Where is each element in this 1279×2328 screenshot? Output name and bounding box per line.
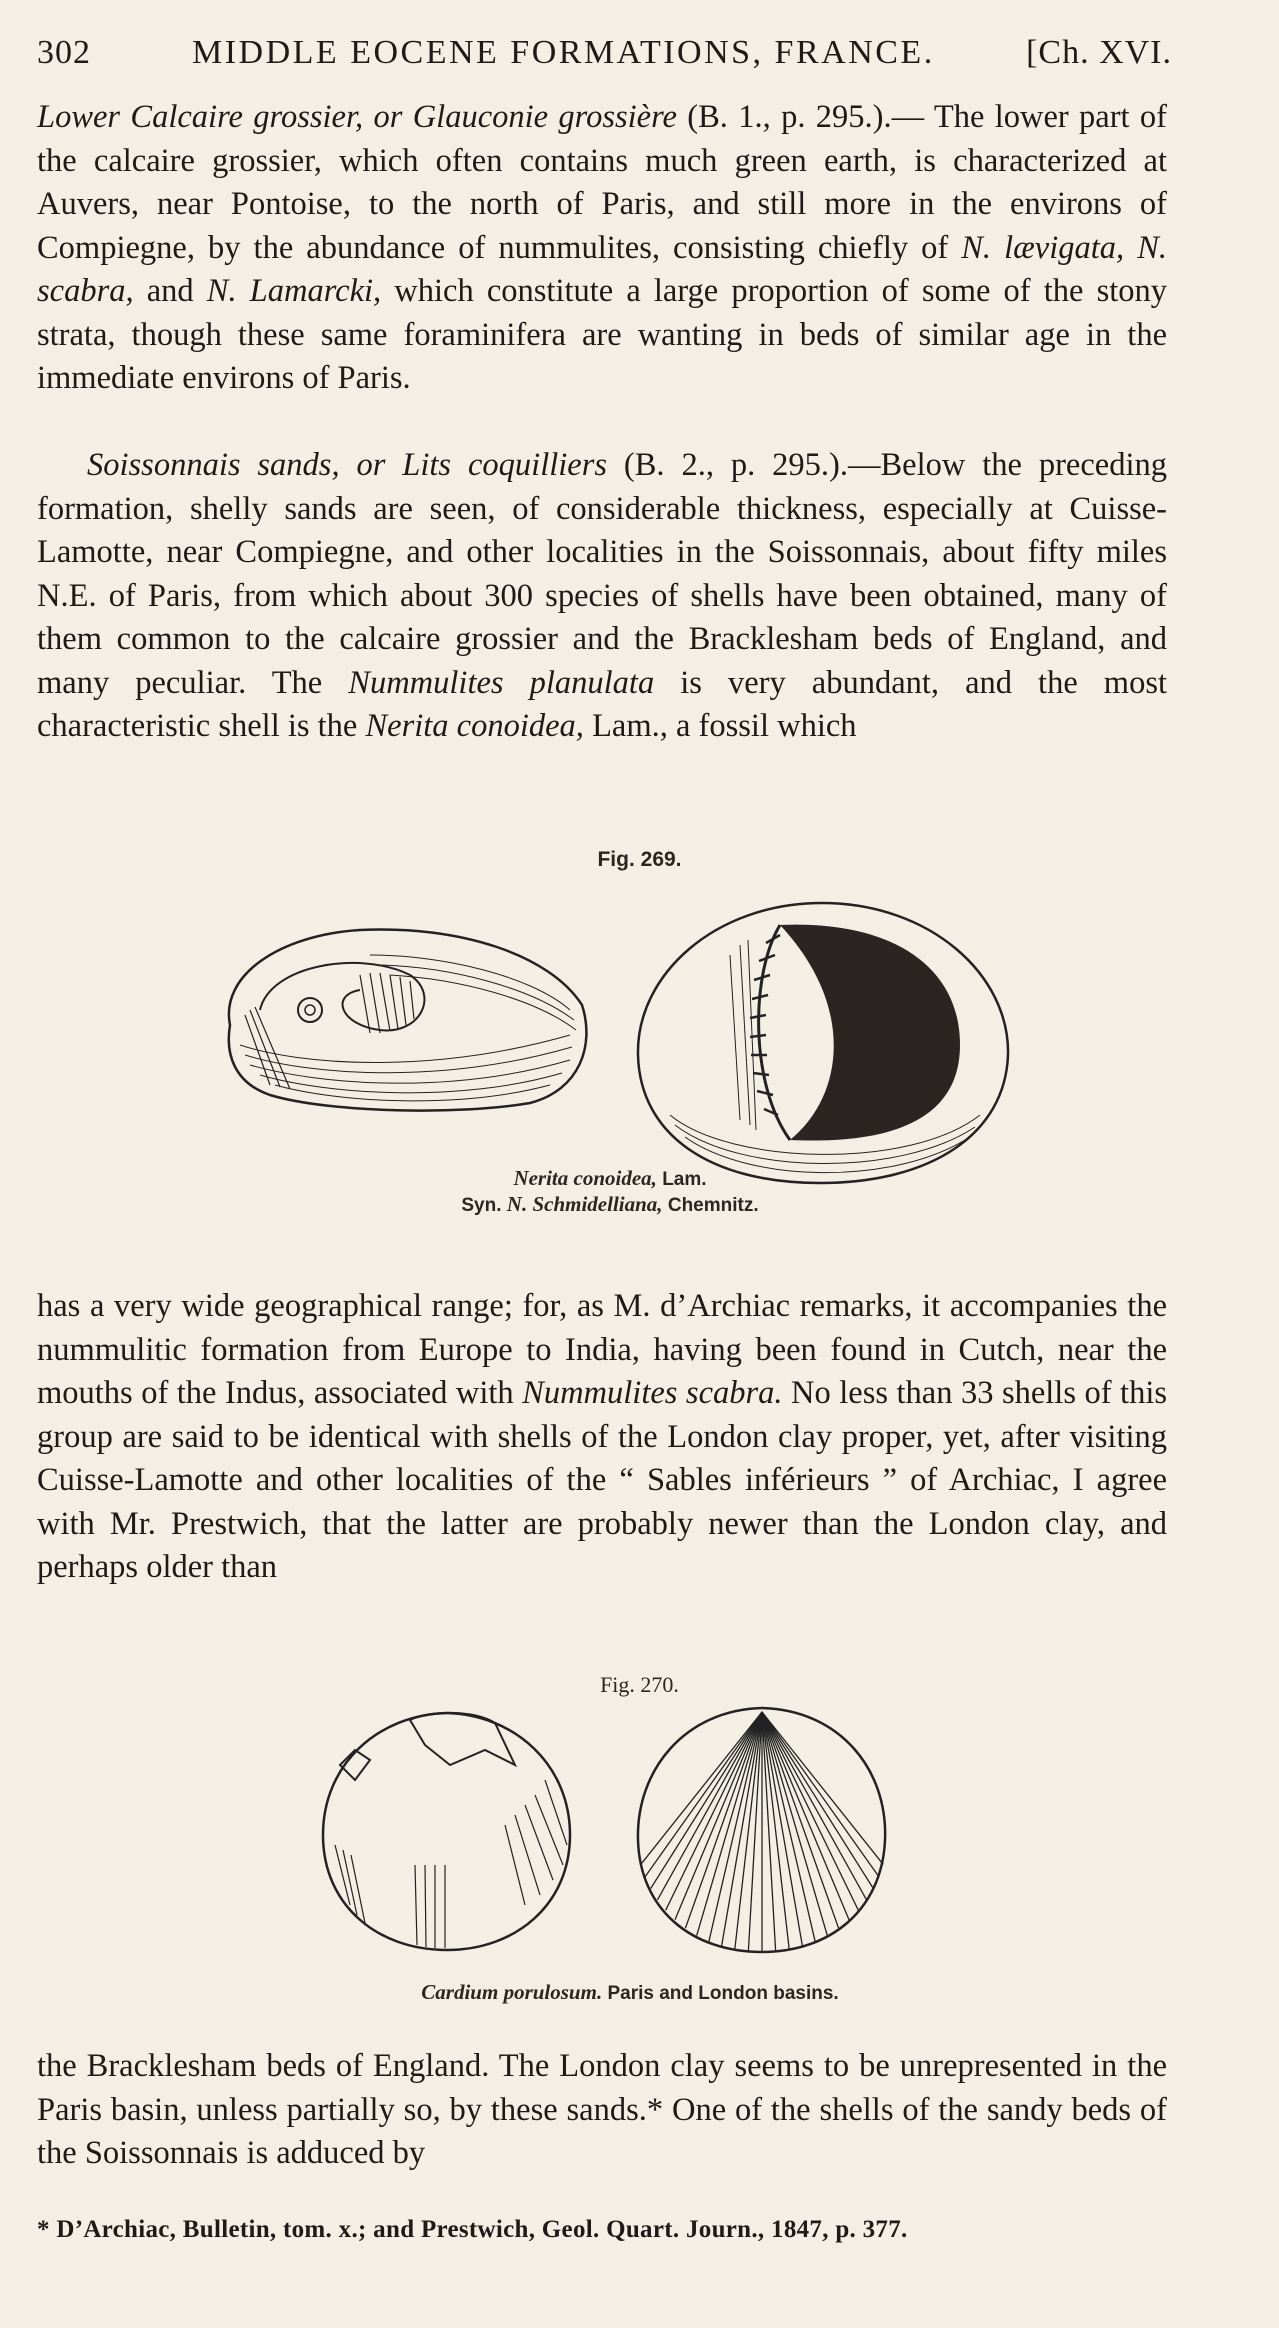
caption-synonym: N. Schmidelliana, (506, 1192, 663, 1216)
running-title: MIDDLE EOCENE FORMATIONS, FRANCE. (192, 34, 935, 71)
species-name: Nummulites planulata (348, 664, 655, 701)
body-text: is very abundant, and the most characteristic shell is the (37, 664, 1167, 744)
section-heading: Soissonnais sands, or Lits coquilliers (87, 447, 608, 483)
paragraph-bracklesham (37, 2045, 1167, 2176)
shell-rib (762, 1712, 839, 1928)
figure-269-label: Fig. 269. (597, 848, 682, 871)
body-text: —Below the preceding formation, shelly sands are seen, of considerable thickness, especially at Cuisse-Lamotte, near Compiegne, and other localities in the Soissonnais, about fifty miles N.E. of Paris, from which about 300 species of shells have been obtained, many of them common to the calcaire grossier and the Bracklesham beds of England, and many peculiar. The (37, 447, 1167, 701)
cardium-interior-illustration (315, 1705, 580, 1955)
paragraph-geographical-range (37, 1285, 1167, 1590)
caption-author: Lam. (656, 1169, 707, 1190)
shell-rib (666, 1712, 762, 1910)
figure-270-label: Fig. 270. (600, 1672, 679, 1697)
paragraph-soissonnais-sands (37, 444, 1167, 749)
body-text: the Bracklesham beds of England. The London clay seems to be unrepresented in the Paris basin, unless partially so, by these sands.* One of the shells of the sandy beds of the Soissonnais is adduced by (37, 2048, 1167, 2171)
caption-species: Cardium porulosum. (421, 1980, 603, 2004)
shell-rib (762, 1712, 858, 1910)
body-text: and (133, 273, 207, 309)
species-name: Nummulites scabra. (522, 1375, 783, 1411)
species-name: N. Lamarcki, (206, 273, 382, 309)
shell-rib (685, 1712, 762, 1928)
figure-269-caption (390, 1166, 830, 1218)
cardium-exterior-illustration (630, 1700, 895, 1960)
chapter-label: [Ch. XVI. (1026, 34, 1172, 71)
body-text: has a very wide geographical range; for, as M. d’Archiac remarks, it accompanies the nummulitic formation from Europe to India, having been found in Cutch, near the mouths of the Indus, associated with (37, 1288, 1167, 1411)
footnote: * D’Archiac, Bulletin, tom. x.; and Prestwich, Geol. Quart. Journ., 1847, p. 377. (37, 2216, 908, 2243)
figure-270-caption (330, 1980, 930, 2006)
paragraph-lower-calcaire (37, 96, 1167, 401)
body-text: which constitute a large proportion of some of the stony strata, though these same foraminifera are wanting in beds of similar age in the immediate environs of Paris. (37, 273, 1167, 396)
section-heading: Lower Calcaire grossier, or Glauconie grossière (37, 99, 677, 135)
section-reference: (B. 2., p. 295.). (607, 447, 848, 483)
section-reference: (B. 1., p. 295.).— (676, 99, 925, 135)
caption-author: Chemnitz. (662, 1195, 759, 1216)
body-text: No less than 33 shells of this group are said to be identical with shells of the London clay proper, yet, after visiting Cuisse-Lamotte and other localities of the “ Sables inférieurs ” of Archiac, I agree with Mr. Prestwich, that the latter are probably newer than the London clay, and perhaps older than (37, 1375, 1167, 1585)
body-text: The lower part of the calcaire grossier, which often contains much green earth, is characterized at Auvers, near Pontoise, to the north of Paris, and still more in the environs of Compiegne, by the abundance of nummulites, consisting chiefly of (37, 99, 1167, 266)
caption-species: Nerita conoidea, (513, 1166, 657, 1190)
body-text: Lam., a fossil which (583, 708, 857, 744)
page-header (37, 34, 1172, 78)
nerita-aperture-view-illustration (630, 895, 1015, 1190)
species-name: N. lævigata, N. scabra, (37, 229, 1167, 309)
caption-prefix: Syn. (461, 1195, 507, 1216)
caption-locality: Paris and London basins. (602, 1983, 839, 2004)
nerita-side-view-illustration (210, 915, 590, 1115)
page-number: 302 (37, 34, 91, 71)
species-name: Nerita conoidea, (365, 708, 584, 744)
